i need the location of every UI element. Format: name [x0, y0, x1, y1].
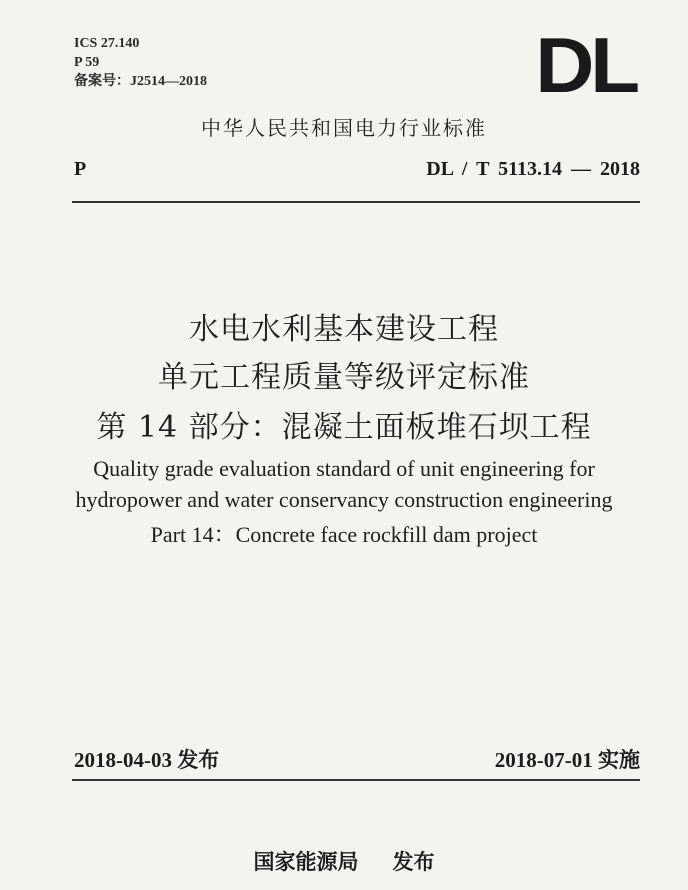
bottom-divider [72, 779, 640, 781]
implementation-date: 2018-07-01 [494, 748, 593, 772]
english-title-line-1: Quality grade evaluation standard of unit engineering for [93, 456, 595, 481]
standard-number: DL / T 5113.14 — 2018 [426, 158, 640, 180]
issue-label: 发布 [177, 748, 220, 772]
issue-date: 2018-04-03 [74, 748, 172, 772]
publisher-label: 发布 [392, 850, 435, 874]
ics-code: ICS 27.140 [74, 36, 140, 51]
filing-number: 备案号：J2514—2018 [74, 74, 207, 89]
industry-standard-heading: 中华人民共和国电力行业标准 [201, 116, 487, 140]
publisher-name: 国家能源局 [253, 850, 359, 874]
classification-letter: P [74, 158, 87, 180]
english-title-line-3: Part 14：Concrete face rockfill dam project [150, 522, 538, 547]
top-divider [72, 201, 640, 203]
implementation-label: 实施 [598, 748, 640, 772]
implementation-date-block [495, 744, 640, 774]
chinese-title-line-1: 水电水利基本建设工程 [189, 312, 499, 347]
classification-meta [74, 34, 207, 91]
issue-date-block [74, 744, 219, 774]
chinese-title-line-3: 第 14 部分：混凝土面板堆石坝工程 [96, 410, 592, 445]
dl-logo: DL [535, 21, 636, 109]
ccs-code: P 59 [74, 55, 100, 70]
chinese-title-line-2: 单元工程质量等级评定标准 [158, 360, 530, 395]
english-title-line-2: hydropower and water conservancy construction engineering [75, 487, 613, 512]
publisher-block [0, 846, 688, 876]
